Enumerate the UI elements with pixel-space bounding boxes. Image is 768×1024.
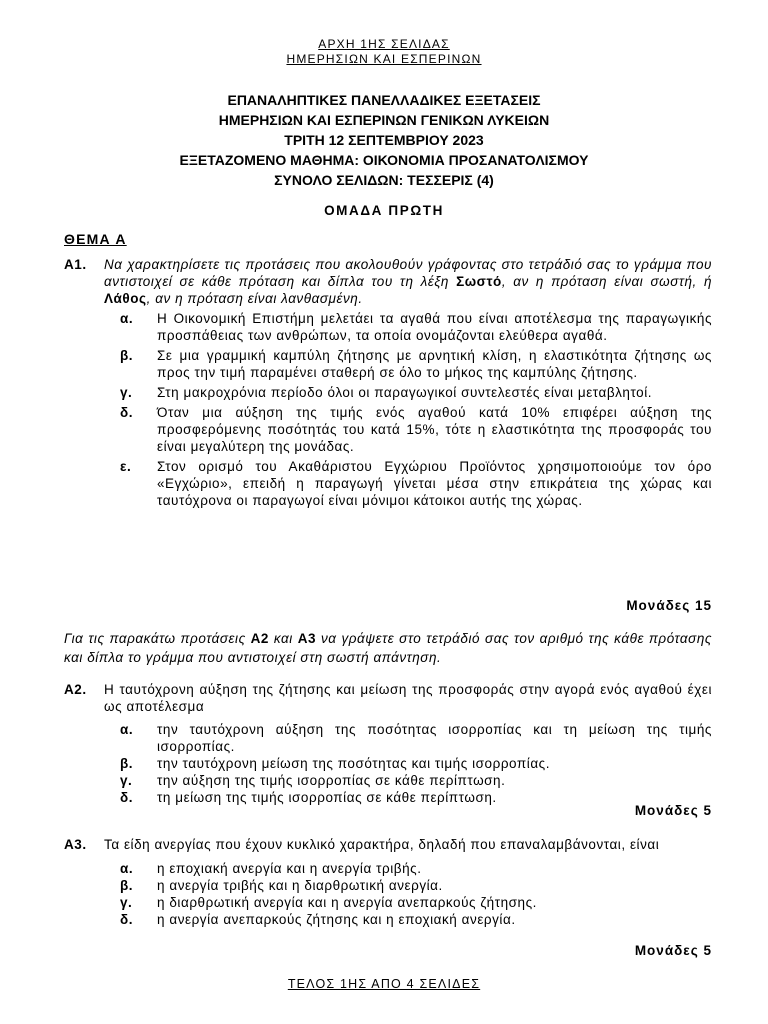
option-letter: δ. bbox=[120, 912, 134, 927]
score-a1: Μονάδες 15 bbox=[626, 598, 712, 613]
option-letter: β. bbox=[120, 348, 134, 363]
option-letter: δ. bbox=[120, 405, 134, 420]
answer-option bbox=[120, 894, 712, 911]
page-header bbox=[0, 37, 768, 67]
footer-text: ΤΕΛΟΣ 1ΗΣ ΑΠΟ 4 ΣΕΛΙΔΕΣ bbox=[287, 977, 481, 991]
statement-text: Η Οικονομική Επιστήμη μελετάει τα αγαθά που είναι αποτέλεσμα της παραγωγικής προσπάθειας των ανθρώπων, τα οποία ονομάζονται ελεύθερα αγαθά. bbox=[157, 311, 712, 343]
statement-item bbox=[120, 404, 712, 455]
exam-subject: ΕΞΕΤΑΖΟΜΕΝΟ ΜΑΘΗΜΑ: ΟΙΚΟΝΟΜΙΑ ΠΡΟΣΑΝΑΤΟΛΙΣΜΟΥ bbox=[179, 152, 589, 168]
topic-title: ΘΕΜΑ Α bbox=[64, 231, 127, 247]
option-text: η ανεργία ανεπαρκούς ζήτησης και η εποχιακή ανεργία. bbox=[157, 912, 516, 927]
exam-schools: ΗΜΕΡΗΣΙΩΝ ΚΑΙ ΕΣΠΕΡΙΝΩΝ ΓΕΝΙΚΩΝ ΛΥΚΕΙΩΝ bbox=[218, 112, 550, 128]
question-a2-text: Η ταυτόχρονη αύξηση της ζήτησης και μείωση της προσφοράς στην αγορά ενός αγαθού έχει ως αποτέλεσμα bbox=[104, 682, 712, 714]
answer-option bbox=[120, 721, 712, 755]
option-letter: δ. bbox=[120, 790, 134, 805]
exam-page-count: ΣΥΝΟΛΟ ΣΕΛΙΔΩΝ: ΤΕΣΣΕΡΙΣ (4) bbox=[274, 172, 494, 188]
ref-a2: Α2 bbox=[250, 631, 269, 646]
option-text: την ταυτόχρονη μείωση της ποσότητας και τιμής ισορροπίας. bbox=[157, 756, 551, 771]
intro-text: Να χαρακτηρίσετε τις προτάσεις που ακολουθούν γράφοντας στο τετράδιό σας το γράμμα που αντιστοιχεί σε κάθε πρόταση και δίπλα του τη λέξη bbox=[104, 257, 712, 289]
page-footer bbox=[0, 977, 768, 991]
option-letter: γ. bbox=[120, 895, 133, 910]
statement-text: Όταν μια αύξηση της τιμής ενός αγαθού κατά 10% επιφέρει αύξηση της προσφερόμενης ποσότητάς του κατά 15%, τότε η ελαστικότητα της προσφοράς του είναι μεγαλύτερη της μονάδας. bbox=[157, 405, 712, 454]
option-letter: α. bbox=[120, 722, 134, 737]
intro-text: , αν η πρόταση είναι σωστή, ή bbox=[501, 274, 713, 289]
wrong-word: Λάθος bbox=[104, 291, 147, 306]
statement-item bbox=[120, 384, 712, 401]
question-a2 bbox=[64, 681, 712, 806]
intro-text: , αν η πρόταση είναι λανθασμένη. bbox=[146, 291, 363, 306]
option-letter: α. bbox=[120, 861, 134, 876]
header-line-1: ΑΡΧΗ 1ΗΣ ΣΕΛΙΔΑΣ bbox=[318, 37, 450, 51]
answer-option bbox=[120, 755, 712, 772]
score-a3: Μονάδες 5 bbox=[634, 943, 712, 958]
question-code: Α1. bbox=[64, 257, 87, 272]
instruction-part: και bbox=[268, 631, 298, 646]
question-a3 bbox=[64, 836, 712, 928]
question-a1 bbox=[64, 256, 712, 509]
answer-option bbox=[120, 877, 712, 894]
answer-option bbox=[120, 789, 712, 806]
option-letter: β. bbox=[120, 878, 134, 893]
answer-option bbox=[120, 860, 712, 877]
option-letter: γ. bbox=[120, 773, 133, 788]
group-title: ΟΜΑΔΑ ΠΡΩΤΗ bbox=[324, 203, 444, 218]
question-a1-intro bbox=[104, 256, 712, 307]
option-text: την ταυτόχρονη αύξηση της ποσότητας ισορροπίας και τη μείωση της τιμής ισορροπίας. bbox=[157, 722, 712, 754]
instruction-part: Για τις παρακάτω προτάσεις bbox=[64, 631, 251, 646]
option-letter: ε. bbox=[120, 459, 132, 474]
statement-text: Στον ορισμό του Ακαθάριστου Εγχώριου Προϊόντος χρησιμοποιούμε τον όρο «Εγχώριο», επειδή η παραγωγή γίνεται μέσα στην επικράτεια της χώρας και ταυτόχρονα οι παραγωγοί είναι μόνιμοι κάτοικοι αυτής της χώρας. bbox=[157, 459, 712, 508]
option-text: τη μείωση της τιμής ισορροπίας σε κάθε περίπτωση. bbox=[157, 790, 497, 805]
answer-option bbox=[120, 772, 712, 789]
instruction-text bbox=[64, 629, 712, 667]
statement-text: Στη μακροχρόνια περίοδο όλοι οι παραγωγικοί συντελεστές είναι μεταβλητοί. bbox=[157, 385, 653, 400]
question-code: Α2. bbox=[64, 682, 87, 697]
exam-title-block bbox=[0, 90, 768, 190]
option-text: η εποχιακή ανεργία και η ανεργία τριβής. bbox=[157, 861, 422, 876]
statement-item bbox=[120, 458, 712, 509]
option-letter: β. bbox=[120, 756, 134, 771]
answer-option bbox=[120, 911, 712, 928]
header-line-2: ΗΜΕΡΗΣΙΩΝ ΚΑΙ ΕΣΠΕΡΙΝΩΝ bbox=[286, 52, 482, 66]
instruction-part: να γράψετε στο τετράδιό σας τον αριθμό της κάθε πρότασης και δίπλα το γράμμα που αντιστοιχεί στη σωστή απάντηση. bbox=[64, 631, 712, 665]
option-text: η διαρθρωτική ανεργία και η ανεργία ανεπαρκούς ζήτησης. bbox=[157, 895, 537, 910]
option-letter: γ. bbox=[120, 385, 133, 400]
question-a3-text: Τα είδη ανεργίας που έχουν κυκλικό χαρακτήρα, δηλαδή που επαναλαμβάνονται, είναι bbox=[104, 837, 660, 852]
statement-text: Σε μια γραμμική καμπύλη ζήτησης με αρνητική κλίση, η ελαστικότητα ζήτησης ως προς την τιμή παραμένει σταθερή σε όλο το μήκος της καμπύλης ζήτησης. bbox=[157, 348, 712, 380]
option-letter: α. bbox=[120, 311, 134, 326]
exam-title: ΕΠΑΝΑΛΗΠΤΙΚΕΣ ΠΑΝΕΛΛΑΔΙΚΕΣ ΕΞΕΤΑΣΕΙΣ bbox=[227, 92, 541, 108]
option-text: η ανεργία τριβής και η διαρθρωτική ανεργία. bbox=[157, 878, 443, 893]
question-code: Α3. bbox=[64, 837, 87, 852]
exam-date: ΤΡΙΤΗ 12 ΣΕΠΤΕΜΒΡΙΟΥ 2023 bbox=[284, 132, 484, 148]
score-a2: Μονάδες 5 bbox=[634, 803, 712, 818]
correct-word: Σωστό bbox=[456, 274, 502, 289]
ref-a3: Α3 bbox=[297, 631, 317, 646]
option-text: την αύξηση της τιμής ισορροπίας σε κάθε περίπτωση. bbox=[157, 773, 506, 788]
statement-item bbox=[120, 347, 712, 381]
statement-item bbox=[120, 310, 712, 344]
